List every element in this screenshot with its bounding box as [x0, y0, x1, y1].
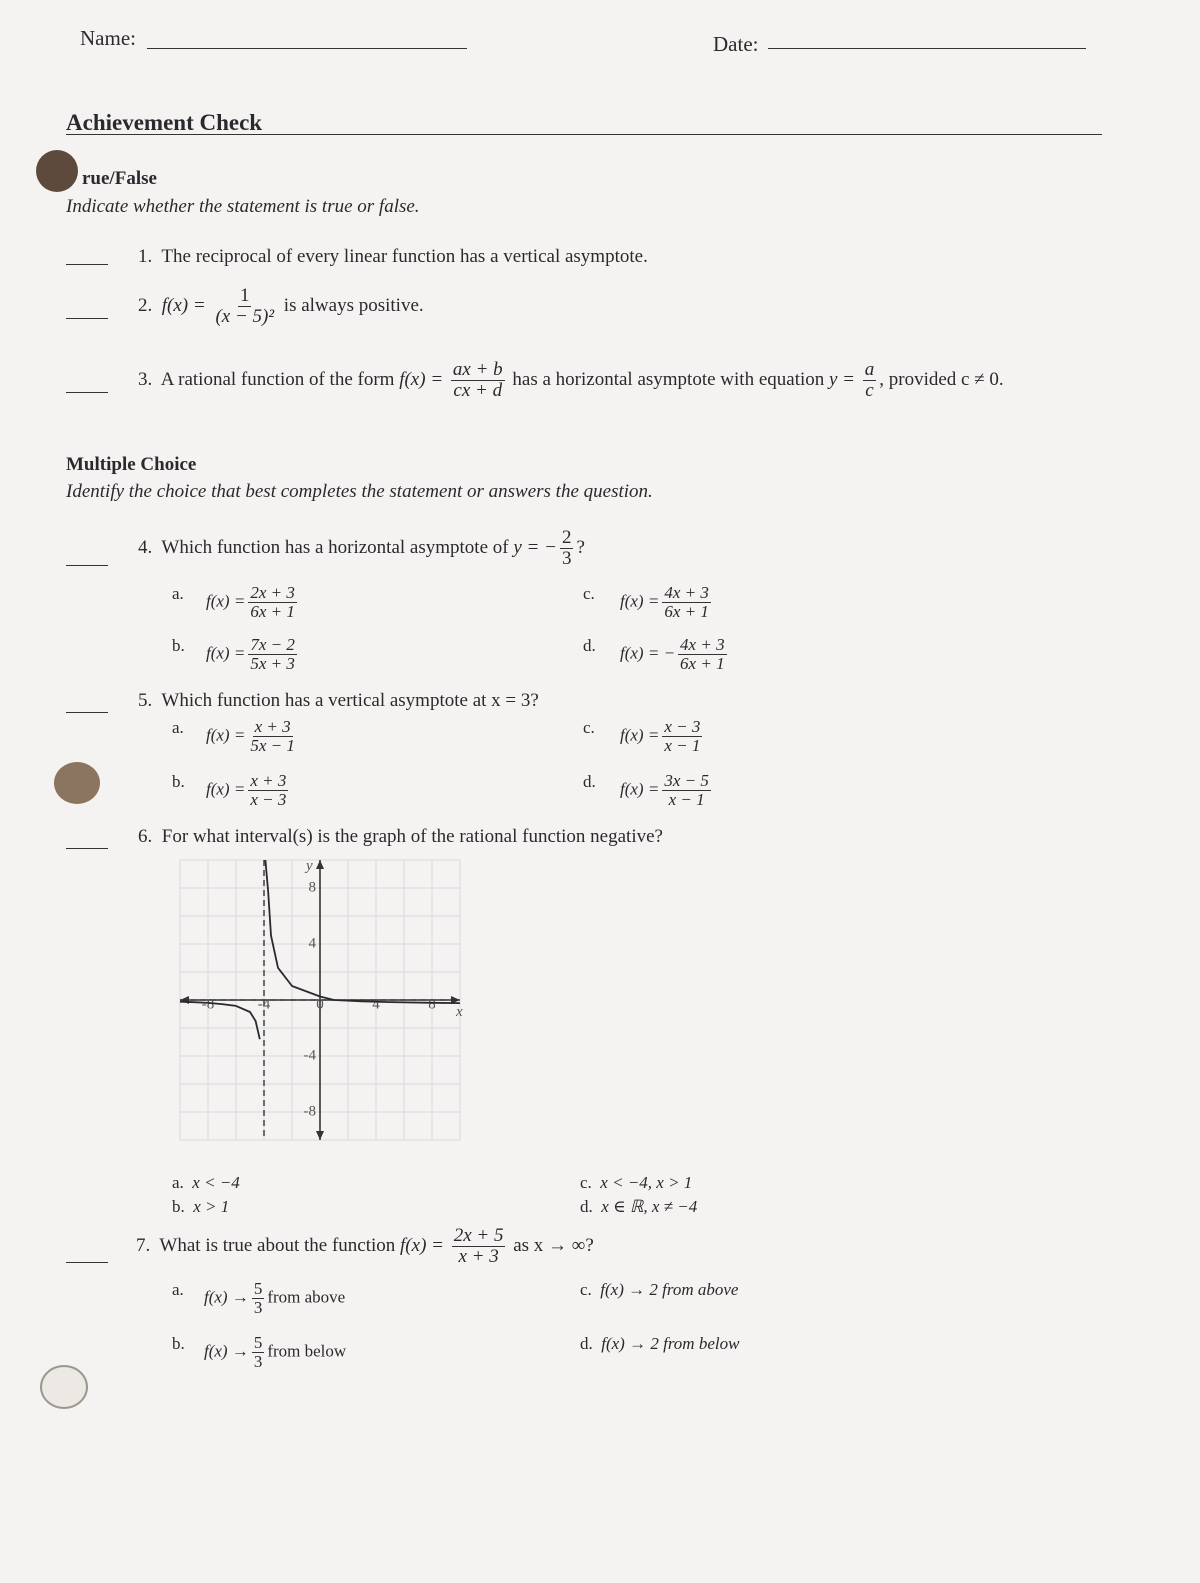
question-text: Which function has a vertical asymptote at x = 3? — [161, 690, 539, 711]
multiple-choice-heading: Multiple Choice — [66, 454, 197, 475]
choice-5b[interactable] — [206, 772, 291, 809]
fraction-denominator: cx + d — [453, 379, 503, 401]
name-field[interactable] — [147, 48, 467, 49]
question-number: 3. — [138, 368, 153, 390]
x-tick-label: -8 — [201, 996, 215, 1013]
fraction-numerator: x + 3 — [250, 771, 287, 790]
page-title: Achievement Check — [66, 110, 263, 135]
choice-6c[interactable] — [580, 1173, 692, 1193]
y-tick-label: 8 — [308, 879, 316, 896]
y-tick-label: -8 — [303, 1103, 316, 1120]
x-axis-label: x — [456, 1004, 463, 1020]
choice-letter[interactable]: a. — [172, 584, 184, 603]
choice-6d[interactable] — [580, 1197, 697, 1217]
fraction-numerator: 3x − 5 — [664, 771, 709, 790]
y-axis-label: y — [306, 858, 313, 874]
function-lhs: f(x) = — [206, 643, 246, 663]
question-number: 2. — [138, 294, 153, 316]
choice-7b[interactable] — [204, 1334, 346, 1371]
question-text: The reciprocal of every linear function has a vertical asymptote. — [161, 246, 648, 267]
choice-letter: d. — [580, 1334, 593, 1353]
asymptote-lhs: y = − — [513, 536, 557, 558]
choice-text: f(x) → 2 from above — [600, 1280, 739, 1299]
question-number: 7. — [136, 1234, 151, 1256]
answer-blank-3[interactable] — [66, 392, 108, 393]
choice-letter: c. — [580, 1280, 592, 1299]
choice-letter[interactable]: b. — [172, 772, 185, 791]
question-text: Which function has a horizontal asymptote of — [161, 536, 509, 558]
fraction-denominator: 6x + 1 — [680, 653, 725, 673]
choice-4c[interactable] — [620, 584, 714, 621]
question-7 — [136, 1226, 594, 1267]
asymptote-lhs: y = — [829, 368, 856, 390]
question-4 — [138, 528, 585, 569]
x-tick-label: -4 — [257, 996, 271, 1013]
question-number: 1. — [138, 246, 153, 267]
multiple-choice-instructions: Identify the choice that best completes the statement or answers the question. — [66, 481, 653, 502]
punch-hole-top — [36, 150, 78, 192]
function-lhs: f(x) = — [400, 1234, 444, 1256]
fraction-numerator: x − 3 — [664, 717, 701, 736]
fraction-denominator: 3 — [253, 1351, 263, 1371]
choice-5a[interactable] — [206, 718, 300, 755]
name-label: Name: — [80, 26, 136, 50]
answer-blank-1[interactable] — [66, 264, 108, 265]
choice-letter: c. — [580, 1173, 592, 1192]
function-lhs: f(x) = — [399, 368, 444, 390]
x-tick-label: 0 — [316, 996, 324, 1013]
choice-6b[interactable] — [172, 1197, 229, 1217]
function-lhs: f(x) → — [204, 1287, 249, 1307]
fraction-denominator: 3 — [561, 547, 572, 569]
fraction-numerator: 5 — [253, 1279, 263, 1298]
x-tick-label: 8 — [428, 996, 436, 1013]
rational-function-graph — [170, 850, 470, 1150]
x-tick-label: 4 — [372, 996, 380, 1013]
choice-text: from below — [267, 1341, 347, 1361]
function-lhs: f(x) = — [620, 779, 660, 799]
question-number: 6. — [138, 826, 153, 847]
choice-letter[interactable]: a. — [172, 718, 184, 737]
function-lhs: f(x) = — [206, 591, 246, 611]
fraction-denominator: c — [865, 379, 874, 401]
function-lhs: f(x) → — [204, 1341, 249, 1361]
question-text: A rational function of the form — [160, 368, 395, 390]
choice-text: from above — [267, 1287, 346, 1307]
question-text: What is true about the function — [159, 1234, 396, 1256]
date-label: Date: — [713, 32, 759, 56]
question-6 — [138, 826, 663, 848]
question-text-end: as x → ∞? — [513, 1234, 594, 1256]
y-axis-arrow — [316, 860, 324, 869]
choice-letter[interactable]: b. — [172, 1334, 185, 1353]
fraction-denominator: 5x − 1 — [250, 735, 295, 755]
fraction-denominator: 3 — [253, 1297, 263, 1317]
answer-blank-7[interactable] — [66, 1262, 108, 1263]
function-branch — [180, 1002, 260, 1039]
choice-letter[interactable]: d. — [583, 636, 596, 655]
choice-letter: a. — [172, 1173, 184, 1192]
fraction-numerator: 1 — [239, 285, 250, 306]
y-axis-arrow-down — [316, 1131, 324, 1140]
fraction-numerator: 2 — [561, 527, 572, 548]
true-false-heading: rue/False — [82, 168, 157, 189]
fraction-denominator: 6x + 1 — [250, 601, 295, 621]
fraction-numerator: 2x + 5 — [453, 1225, 504, 1246]
title-rule — [66, 134, 1102, 135]
fraction-denominator: x + 3 — [458, 1245, 499, 1267]
fraction-numerator: 2x + 3 — [250, 583, 295, 602]
choice-4d[interactable] — [620, 636, 730, 673]
question-text: is always positive. — [283, 294, 424, 316]
choice-text: x > 1 — [193, 1197, 230, 1216]
y-tick-label: 4 — [308, 935, 316, 952]
fraction-numerator: 4x + 3 — [664, 583, 709, 602]
question-1 — [138, 246, 648, 268]
fraction-numerator: x + 3 — [254, 717, 291, 736]
choice-4b[interactable] — [206, 636, 300, 673]
y-tick-label: -4 — [303, 1047, 316, 1064]
punch-hole-middle — [54, 762, 100, 804]
tick-labels — [202, 858, 463, 1119]
choice-letter[interactable]: c. — [583, 584, 595, 603]
question-text-end: , provided c ≠ 0. — [879, 368, 1004, 390]
answer-blank-2[interactable] — [66, 318, 108, 319]
fraction-denominator: x − 1 — [668, 789, 705, 809]
function-lhs: f(x) = − — [620, 643, 676, 663]
fraction-denominator: x − 1 — [664, 735, 701, 755]
question-text: For what interval(s) is the graph of the rational function negative? — [161, 826, 663, 847]
choice-5d[interactable] — [620, 772, 714, 809]
fraction-numerator: 5 — [253, 1333, 263, 1352]
question-3 — [138, 360, 1004, 401]
punch-hole-bottom — [40, 1365, 88, 1409]
choice-text: x < −4 — [192, 1173, 240, 1192]
choice-text: f(x) → 2 from below — [601, 1334, 740, 1353]
fraction-denominator: 5x + 3 — [250, 653, 295, 673]
choice-7a[interactable] — [204, 1280, 345, 1317]
fraction-denominator: 6x + 1 — [664, 601, 709, 621]
choice-letter[interactable]: a. — [172, 1280, 184, 1299]
choice-letter: b. — [172, 1197, 185, 1216]
answer-blank-6[interactable] — [66, 848, 108, 849]
choice-text: x < −4, x > 1 — [600, 1173, 693, 1192]
choice-letter[interactable]: b. — [172, 636, 185, 655]
function-lhs: f(x) = — [620, 725, 660, 745]
fraction-numerator: 4x + 3 — [680, 635, 725, 654]
fraction-numerator: 7x − 2 — [250, 635, 295, 654]
choice-text: x ∈ ℝ, x ≠ −4 — [601, 1197, 698, 1216]
fraction-denominator: x − 3 — [250, 789, 287, 809]
choice-6a[interactable] — [172, 1173, 240, 1193]
answer-blank-4[interactable] — [66, 565, 108, 566]
choice-4a[interactable] — [206, 584, 300, 621]
fraction-denominator: (x − 5)² — [215, 305, 275, 327]
date-field[interactable] — [768, 48, 1086, 49]
question-text-mid: has a horizontal asymptote with equation — [512, 368, 825, 390]
question-number: 5. — [138, 690, 153, 711]
fraction-numerator: a — [864, 359, 875, 380]
choice-letter: d. — [580, 1197, 593, 1216]
question-2 — [138, 286, 424, 327]
question-number: 4. — [138, 536, 153, 558]
choice-7c[interactable] — [580, 1280, 738, 1300]
choice-7d[interactable] — [580, 1334, 739, 1354]
true-false-instructions: Indicate whether the statement is true or false. — [66, 196, 420, 217]
choice-letter[interactable]: d. — [583, 772, 596, 791]
function-lhs: f(x) = — [620, 591, 660, 611]
function-lhs: f(x) = — [161, 294, 206, 316]
choice-letter[interactable]: c. — [583, 718, 595, 737]
answer-blank-5[interactable] — [66, 712, 108, 713]
question-mark: ? — [576, 536, 585, 558]
fraction-numerator: ax + b — [452, 359, 503, 380]
function-lhs: f(x) = — [206, 779, 246, 799]
choice-5c[interactable] — [620, 718, 705, 755]
function-lhs: f(x) = — [206, 725, 246, 745]
question-5 — [138, 690, 539, 712]
function-branch — [265, 860, 460, 1003]
